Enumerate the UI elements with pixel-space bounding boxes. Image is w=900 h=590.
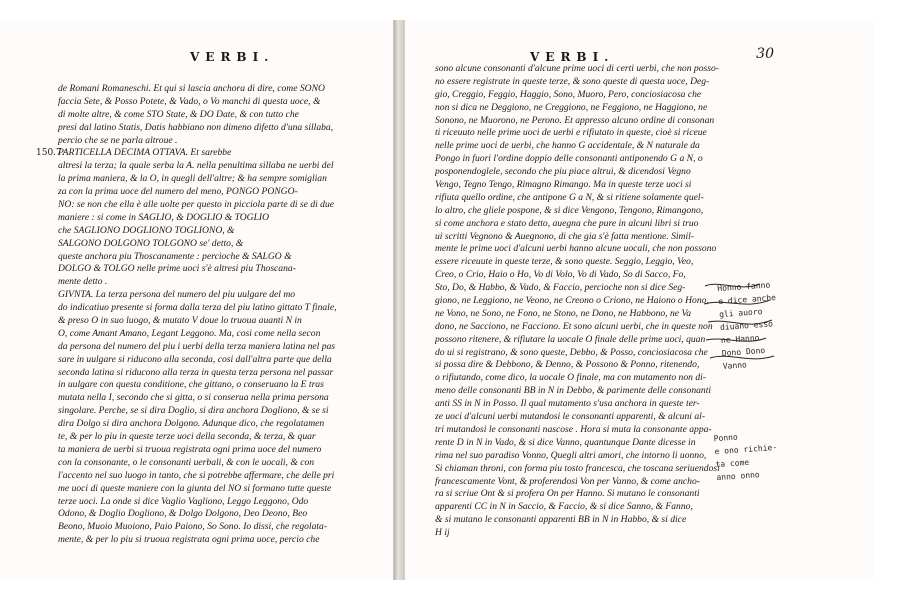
- text-line: de Romani Romaneschi. Et qui si lascia anchora di dire, come SONO: [58, 83, 325, 94]
- text-line: o rifiutando, come dico, la uocale O finale, ma con mutamento non di-: [435, 372, 706, 384]
- text-line: Creo, o Crio, Haio o Ho, Vo di Volo, Vo di Vado, So di Sacco, Fo,: [435, 269, 686, 281]
- text-line: maniere : si come in SAGLIO, & DOGLIO & TOGLIO: [58, 211, 270, 223]
- text-line: si come anchora e stato detto, auegna che pure in alcuni libri si truo: [435, 217, 699, 229]
- text-line: PARTICELLA DECIMA OTTAVA. Et sarebbe: [58, 147, 232, 159]
- text-line: mente, & per lo piu si truoua registrata ogni prima uoce, percio che: [58, 534, 320, 546]
- text-line: ta maniera de uerbi si truoua registrata ogni prima uoce del numero: [58, 443, 322, 455]
- text-line: Vengo, Tegno Tengo, Rimagno Rimango. Ma in queste terze uoci si: [435, 179, 692, 191]
- text-line: che SAGLIONO DOGLIONO TOGLIONO, &: [58, 224, 235, 236]
- text-line: di molte altre, & come STO State, & DO Date, & con tutto che: [58, 108, 299, 120]
- text-line: Sonono, ne Muorono, ne Perono. Et appresso alcuno ordine di consonan: [435, 114, 715, 126]
- text-line: mutata nella I, secondo che si gitta, o si conserua nella prima persona: [58, 392, 329, 404]
- text-line: lo altro, che gliele pospone, & si dice Vengono, Tengono, Rimangono,: [435, 204, 704, 216]
- text-line: percio che se ne parla altroue .: [58, 134, 178, 146]
- text-line: si possa dire & Debbono, & Denno, & Possono & Ponno, ritenendo,: [435, 359, 700, 371]
- text-line: apparenti CC in N in Saccio, & Faccio, & si dice Sanno, & Fanno,: [435, 501, 693, 513]
- text-line: GIVNTA. La terza persona del numero del piu uulgare del mo: [58, 289, 296, 301]
- handwritten-note: ne Hanno: [720, 333, 760, 345]
- text-line: sare in uulgare si riducono alla seconda, cosi dall'altra parte que della: [58, 353, 332, 365]
- text-line: terze uoci. La onde si dice Vaglio Vagliono, Leggo Leggono, Odo: [58, 495, 309, 507]
- right-page: [404, 20, 874, 580]
- handwritten-note: e ono richie-: [714, 442, 778, 457]
- text-line: do indicatiuo presente si forma dalla terza del piu latino gittato T finale,: [58, 302, 337, 314]
- text-line: con la consonante, o le consonanti uerbali, & con le uocali, & con: [58, 456, 315, 468]
- text-line: queste anchora piu Thoscanamente : percioche & SALGO &: [58, 250, 292, 262]
- handwritten-notes-lower: [713, 428, 779, 484]
- text-line: anti SS in N in Posso. Il qual mutamento s'usa anchora in queste ter-: [435, 398, 700, 410]
- text-line: rima nel suo paradiso Vonno, Quegli altri amori, che intorno li uonno,: [435, 449, 707, 461]
- text-line: & preso O in suo luogo, & mutato V doue lo truoua auanti N in: [58, 315, 302, 327]
- text-line: non si dica ne Deggiono, ne Creggiono, ne Feggiono, ne Haggiono, ne: [435, 101, 708, 113]
- text-line: dira Dolgo si dira anchora Dolgono. Adunque dico, che regolatamen: [58, 418, 325, 430]
- handwritten-notes-upper: [717, 278, 781, 373]
- text-line: Si chiaman throni, con forma piu tosto francesca, che toscana seriuendosi: [435, 462, 720, 474]
- section-number: 150.7.: [36, 148, 65, 158]
- text-line: Pongo in fuori l'ordine doppio delle consonanti antiponendo G a N, o: [435, 153, 703, 165]
- text-line: me uoci di queste maniere con la giunta del NO si formano tutte queste: [58, 482, 332, 494]
- handwritten-note: Dono Dono: [721, 345, 766, 358]
- handwritten-note: anno onno: [716, 470, 761, 483]
- text-line: l'accento nel suo luogo in tanto, che si potrebbe affermare, che delle pri: [58, 469, 335, 481]
- text-line: ze uoci d'alcuni uerbi mutandosi le consonanti apparenti, & alcuni al-: [435, 411, 706, 423]
- handwritten-note: diuano esso: [719, 319, 774, 333]
- text-line: H ij: [435, 527, 450, 539]
- left-page-body: [58, 83, 388, 547]
- text-line: ui scritti Vegnono & Auegnono, di che gia s'è fatta mentione. Simil-: [435, 230, 695, 242]
- text-line: in uulgare con questa conditione, che gittano, o conseruano la E tras: [58, 379, 324, 391]
- text-line: do ui si registrano, & sono queste, Debbo, & Posso, conciosiacosa che: [435, 346, 708, 358]
- handwritten-note: e dice anche: [717, 293, 777, 307]
- text-line: dono, ne Sacciono, ne Facciono. Et sono alcuni uerbi, che in queste non: [435, 320, 713, 332]
- text-line: posponendoglele, secondo che piu piace altrui, & dicendosi Vegno: [435, 166, 691, 178]
- text-line: da persona del numero del piu i uerbi della terza maniera latina nel pas: [58, 340, 336, 352]
- text-line: ne Vono, ne Sono, ne Fono, ne Stono, ne Dono, ne Habbono, ne Va: [435, 307, 692, 319]
- text-line: nelle prime uoci de uerbi, che hanno G accidentale, & N naturale da: [435, 140, 700, 152]
- text-line: no essere registrate in queste terze, & sono queste di questa uoce, Deg-: [435, 75, 710, 87]
- text-line: singolare. Perche, se si dira Doglio, si dira anchora Dogliono, & se si: [58, 405, 329, 417]
- text-line: altresi la terza; la quale serba la A. nella penultima sillaba ne uerbi del: [58, 160, 334, 172]
- handwritten-note: Ponno: [713, 432, 739, 444]
- text-line: za con la prima uoce del numero del meno, PONGO PONGO-: [58, 186, 298, 198]
- text-line: essere riceuute in queste terze, & sono queste. Seggio, Leggio, Veo,: [435, 256, 694, 268]
- text-line: Beono, Muoio Muoiono, Paio Paiono, So Sono. Io dissi, che regolata-: [58, 521, 328, 533]
- handwritten-note: ta come: [715, 457, 750, 470]
- text-line: facciа Sete, & Posso Potete, & Vado, o Vo manchi di questa uoce, &: [58, 95, 321, 107]
- text-line: Odono, & Doglio Dogliono, & Dolgo Dolgono, Deo Deono, Beo: [58, 508, 308, 520]
- text-line: seconda latina si riducono alla terza in questa terza persona nel passar: [58, 366, 334, 378]
- text-line: tri mutandosi le consonanti nascose . Hora si muta la consonante appa-: [435, 423, 712, 435]
- text-line: presi dal latino Statis, Datis habbiano non dimeno difetto d'una sillaba,: [58, 121, 334, 133]
- text-line: SALGONO DOLGONO TOLGONO se' detto, &: [58, 237, 244, 249]
- handwritten-note: gli auoro: [718, 307, 763, 320]
- text-line: rente D in N in Vado, & si dice Vanno, quantunque Dante dicesse in: [435, 436, 696, 448]
- book-gutter: [394, 20, 404, 580]
- text-line: Sto, Do, & Habbo, & Vado, & Faccio, percioche non si dice Seg-: [435, 282, 686, 294]
- text-line: gio, Creggio, Feggio, Haggio, Sono, Muoro, Pero, conciosiacosa che: [435, 88, 702, 100]
- left-page: [0, 20, 394, 580]
- text-line: possono ritenere, & rifiutare la uocale O finale delle prime uoci, quan: [435, 333, 706, 345]
- text-line: ra si scriue Ont & si profera On per Hanno. Si mutano le consonanti: [435, 488, 700, 500]
- text-line: giono, ne Leggiono, ne Veono, ne Creono o Criono, ne Haiono o Hono,: [435, 295, 709, 307]
- right-page-body: [435, 63, 855, 540]
- handwritten-note: Honno fanno: [717, 280, 771, 294]
- text-line: meno delle consonanti BB in N in Debbo, & parimente delle consonanti: [435, 385, 712, 397]
- text-line: la prima maniera, & la O, in quegli dell'altre; & ha sempre somiglian: [58, 173, 327, 185]
- handwritten-note: Vanno: [722, 360, 748, 371]
- text-line: O, come Amant Amano, Legant Leggono. Ma, cosi come nella secon: [58, 327, 321, 339]
- text-line: ti riceuuto nelle prime uoci de uerbi e rifiutato in queste, cioè si riceue: [435, 127, 707, 139]
- text-line: mente detto .: [58, 276, 108, 288]
- text-line: te, & per lo piu in queste terze uoci della seconda, & terza, & quar: [58, 431, 316, 443]
- text-line: DOLGO & TOLGO nelle prime uoci s'è altresi piu Thoscana-: [58, 263, 296, 275]
- right-page-header: VERBI.: [530, 50, 615, 64]
- page-number: 30: [756, 46, 774, 62]
- text-line: mente le prime uoci d'alcuni uerbi hanno alcune uocali, che non possono: [435, 243, 717, 255]
- left-page-header: VERBI.: [190, 50, 275, 64]
- text-line: francescamente Vont, & proferendosi Von per Vanno, & come ancho-: [435, 475, 700, 487]
- text-line: & si mutano le consonanti apparenti BB in N in Habbo, & si dice: [435, 514, 687, 526]
- text-line: NO: se non che ella è alle uolte per questo in picciola parte di se di due: [58, 199, 335, 211]
- text-line: rifiuta quello ordine, che antipone G a N, & si ritiene solamente quel-: [435, 191, 704, 203]
- text-line: sono alcune consonanti d'alcune prime uoci di certi uerbi, che non posso-: [435, 63, 719, 74]
